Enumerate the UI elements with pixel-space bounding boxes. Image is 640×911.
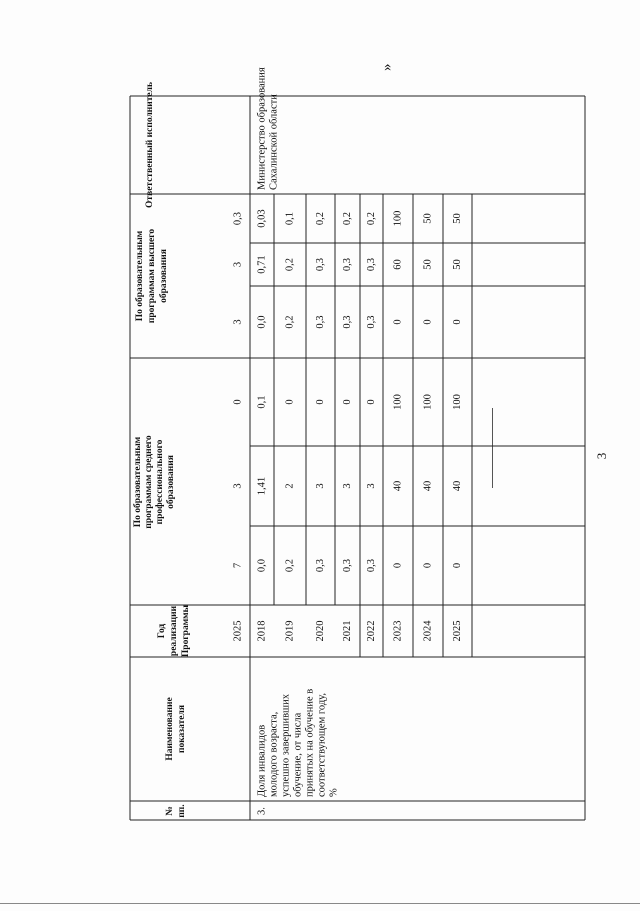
spo-value-cell: 40 [392,480,404,492]
vo-value-cell: 50 [422,259,434,270]
vo-value-cell: 50 [422,213,434,224]
vo-value-cell: 0,0 [256,315,268,329]
spo-value-cell: 40 [451,480,463,492]
header-year: Программы [181,604,192,658]
vo-value-cell: 0 [422,319,434,325]
spo-value-cell: 0,3 [365,558,377,573]
header-year: Год [157,623,168,639]
responsible-text: Министерство образования [256,67,268,190]
header-vo: образования [159,249,170,303]
vo-value-cell: 0,2 [284,315,296,329]
subheader-vo-cell: 0,3 [232,211,244,226]
spo-value-cell: 0 [314,399,326,405]
vo-value-cell: 0 [451,319,463,325]
header-vo: По образовательным [135,230,146,322]
vo-value-cell: 0,1 [284,211,296,226]
vo-value-cell: 0,2 [365,211,377,226]
subheader-vo-cell: 3 [232,261,244,268]
vo-value-cell: 60 [392,259,404,270]
spo-value-cell: 3 [365,483,377,489]
indicator-text: соответствующем году, [316,692,328,797]
header-vo: программам высшего [147,228,158,324]
subheader-spo-cell: 7 [232,562,244,569]
vo-value-cell: 0,3 [314,315,326,329]
spo-value-cell: 100 [451,394,463,410]
row-number: 3. [256,807,268,815]
header-spo: образования [166,455,177,509]
subheader-spo-cell: 0 [232,399,244,405]
subheader-vo-cell: 3 [232,319,244,325]
closing-quote: » [379,63,395,71]
header-year: реализации [169,605,180,657]
header-spo: По образовательным [133,436,144,528]
year-cell: 2022 [365,620,377,642]
spo-value-cell: 0 [422,562,434,569]
spo-value-cell: 0 [341,399,353,405]
year-cell: 2020 [314,620,326,642]
spo-value-cell: 100 [422,394,434,410]
year-cell: 2019 [284,620,296,642]
spo-value-cell: 0 [284,399,296,405]
vo-value-cell: 50 [451,259,463,270]
vo-value-cell: 0,3 [365,315,377,329]
spo-value-cell: 3 [341,483,353,489]
spo-value-cell: 0,2 [284,558,296,573]
year-cell: 2021 [341,620,353,642]
header-num: № [165,806,176,816]
spo-value-cell: 0 [451,562,463,569]
spo-value-cell: 0 [392,562,404,569]
indicator-text: успешно завершивших [280,693,292,797]
vo-value-cell: 50 [451,213,463,224]
spo-value-cell: 0,0 [256,558,268,573]
responsible-text: Сахалинской области [268,94,280,190]
spo-value-cell: 3 [314,483,326,489]
spo-value-cell: 100 [392,394,404,410]
vo-value-cell: 0,2 [284,257,296,272]
spo-value-cell: 0,3 [314,558,326,573]
header-spo: программам среднего [144,435,155,529]
year-cell: 2025 [451,620,463,642]
vo-value-cell: 0,3 [314,257,326,272]
header-num: пп. [177,804,188,818]
header-spo: профессионального [155,439,166,525]
year-cell: 2023 [392,620,404,642]
subheader-spo-cell: 3 [232,483,244,489]
header-responsible: Ответственный исполнитель [145,82,156,208]
header-name: показателя [177,705,188,753]
indicator-text: обучение, от числа [292,712,304,797]
indicator-text: принятых на обучение в [304,688,316,797]
indicator-text: молодого возраста, [268,711,280,797]
indicator-text: Доля инвалидов [256,724,268,797]
vo-value-cell: 0,3 [341,257,353,272]
header-name: Наименование [165,697,176,761]
indicator-text: % [328,788,340,797]
year-cell: 2024 [422,620,434,642]
vo-value-cell: 100 [392,210,404,227]
vo-value-cell: 0,3 [365,257,377,272]
spo-value-cell: 2 [284,483,296,489]
page-number: 3 [594,452,609,460]
vo-value-cell: 0,71 [256,255,268,274]
spo-value-cell: 1,41 [256,476,268,496]
spo-value-cell: 40 [422,480,434,492]
vo-value-cell: 0,3 [341,315,353,329]
spo-value-cell: 0,3 [341,558,353,573]
vo-value-cell: 0,2 [314,211,326,226]
vo-value-cell: 0,2 [341,211,353,226]
vo-value-cell: 0,03 [256,209,268,228]
vo-value-cell: 0 [392,319,404,325]
subheader-year: 2025 [232,620,244,642]
spo-value-cell: 0 [365,399,377,405]
bottom-rule [0,903,640,904]
year-cell: 2018 [256,620,268,642]
spo-value-cell: 0,1 [256,395,268,409]
